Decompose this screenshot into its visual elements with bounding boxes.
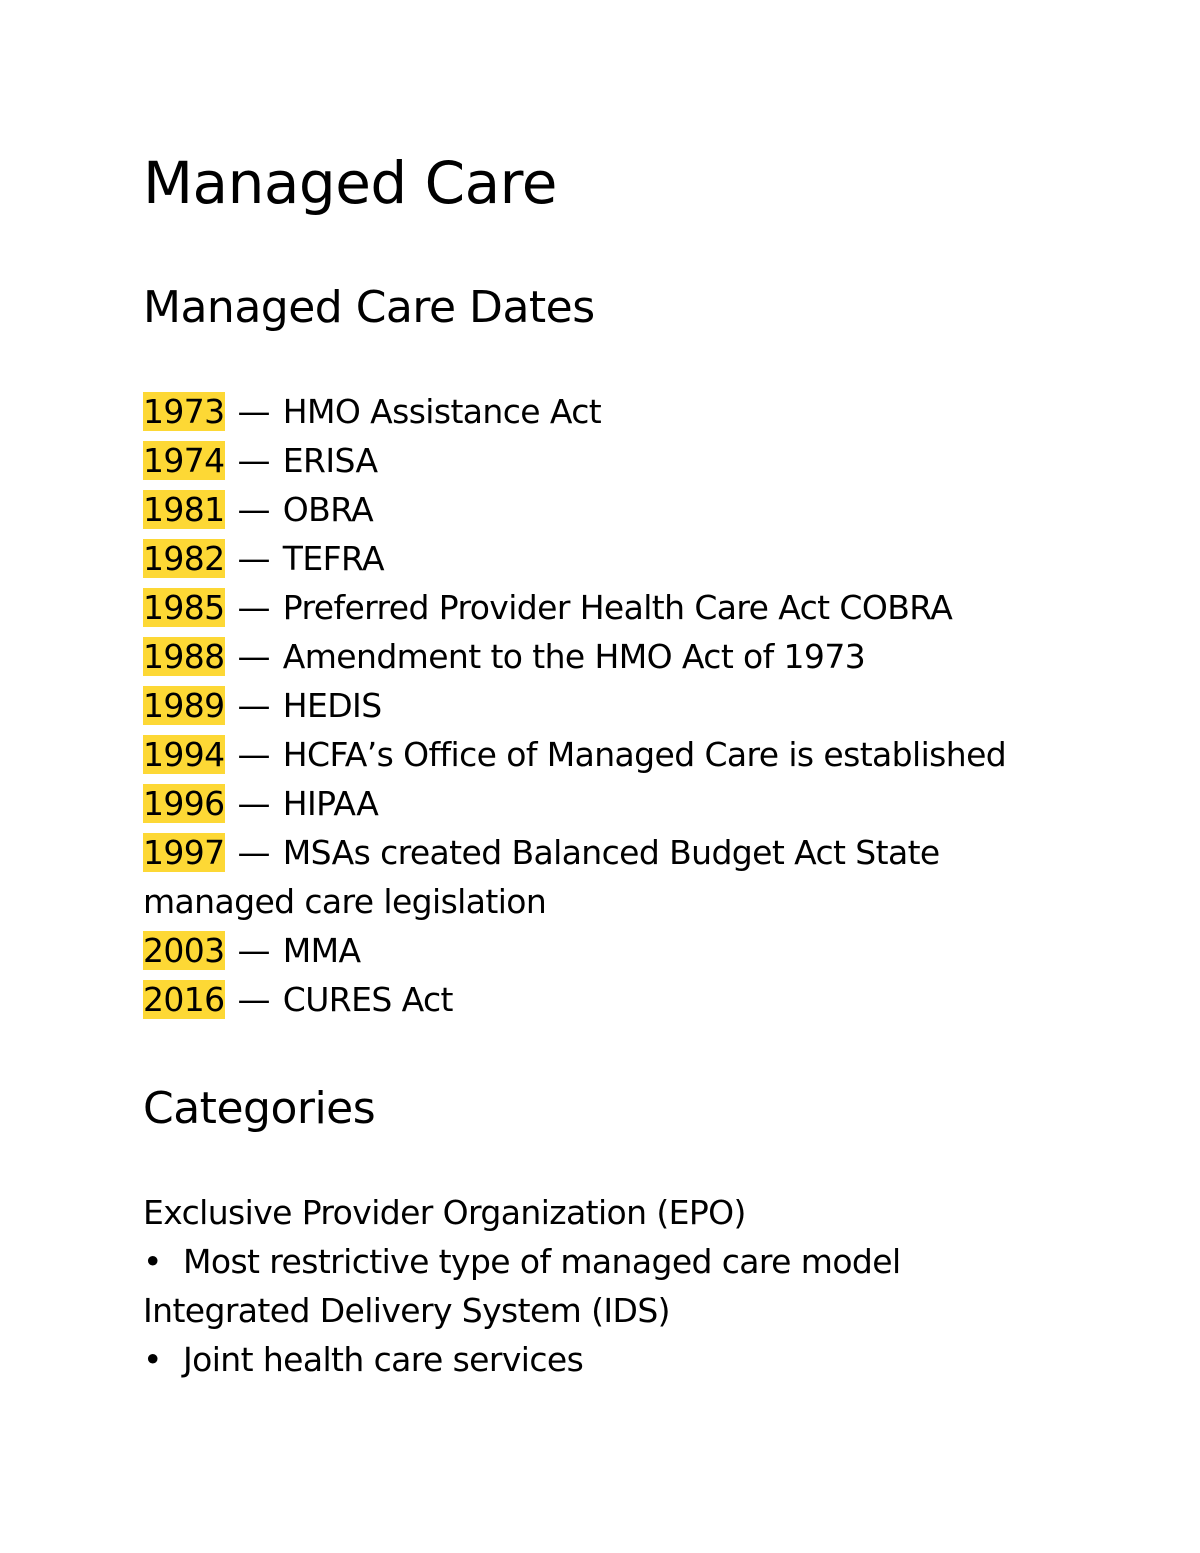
separator-dash: — — [237, 833, 270, 872]
timeline-event: MSAs created Balanced Budget Act State managed care legislation — [143, 833, 940, 921]
timeline-item — [143, 436, 1006, 485]
timeline-item — [143, 632, 1006, 681]
timeline-year: 1973 — [143, 392, 225, 431]
timeline-year: 1994 — [143, 735, 225, 774]
timeline-item — [143, 828, 973, 926]
category-name: Exclusive Provider Organization (EPO) — [143, 1193, 746, 1232]
categories-heading: Categories — [143, 1083, 376, 1134]
timeline-event: HEDIS — [282, 686, 382, 725]
timeline-event: HMO Assistance Act — [282, 392, 602, 431]
separator-dash: — — [237, 588, 270, 627]
separator-dash: — — [237, 686, 270, 725]
dates-heading: Managed Care Dates — [143, 282, 595, 333]
bullet-icon: • — [143, 1242, 162, 1281]
separator-dash: — — [237, 637, 270, 676]
timeline-year: 1982 — [143, 539, 225, 578]
timeline-event: ERISA — [282, 441, 378, 480]
separator-dash: — — [237, 784, 270, 823]
timeline-year: 2003 — [143, 931, 225, 970]
category-bullet-text: Most restrictive type of managed care model — [183, 1242, 901, 1281]
category-bullet-item — [143, 1237, 901, 1286]
separator-dash: — — [237, 980, 270, 1019]
category-name: Integrated Delivery System (IDS) — [143, 1291, 670, 1330]
timeline-event: Amendment to the HMO Act of 1973 — [282, 637, 866, 676]
timeline-year: 1974 — [143, 441, 225, 480]
timeline-event: OBRA — [282, 490, 374, 529]
timeline-year: 2016 — [143, 980, 225, 1019]
page-title: Managed Care — [143, 149, 557, 217]
bullet-icon: • — [143, 1340, 162, 1379]
timeline-event: HCFA’s Office of Managed Care is established — [282, 735, 1007, 774]
timeline-item — [143, 485, 1006, 534]
timeline-event: TEFRA — [282, 539, 384, 578]
timeline-item — [143, 387, 1006, 436]
timeline-item — [143, 779, 1006, 828]
timeline-item — [143, 583, 1006, 632]
categories-list — [143, 1188, 901, 1384]
category-bullet-text: Joint health care services — [183, 1340, 584, 1379]
timeline-year: 1988 — [143, 637, 225, 676]
timeline-year: 1981 — [143, 490, 225, 529]
timeline-year: 1985 — [143, 588, 225, 627]
timeline-year: 1989 — [143, 686, 225, 725]
separator-dash: — — [237, 490, 270, 529]
timeline-year: 1996 — [143, 784, 225, 823]
timeline-item — [143, 534, 1006, 583]
timeline-item — [143, 926, 1006, 975]
separator-dash: — — [237, 392, 270, 431]
timeline-event: MMA — [282, 931, 361, 970]
timeline-item — [143, 975, 1006, 1024]
separator-dash: — — [237, 441, 270, 480]
timeline-event: CURES Act — [282, 980, 453, 1019]
timeline-event: HIPAA — [282, 784, 379, 823]
timeline-year: 1997 — [143, 833, 225, 872]
timeline-item — [143, 730, 1006, 779]
separator-dash: — — [237, 539, 270, 578]
timeline-list — [143, 387, 1006, 1024]
timeline-item — [143, 681, 1006, 730]
separator-dash: — — [237, 735, 270, 774]
separator-dash: — — [237, 931, 270, 970]
timeline-event: Preferred Provider Health Care Act COBRA — [282, 588, 953, 627]
category-bullet-item — [143, 1335, 901, 1384]
